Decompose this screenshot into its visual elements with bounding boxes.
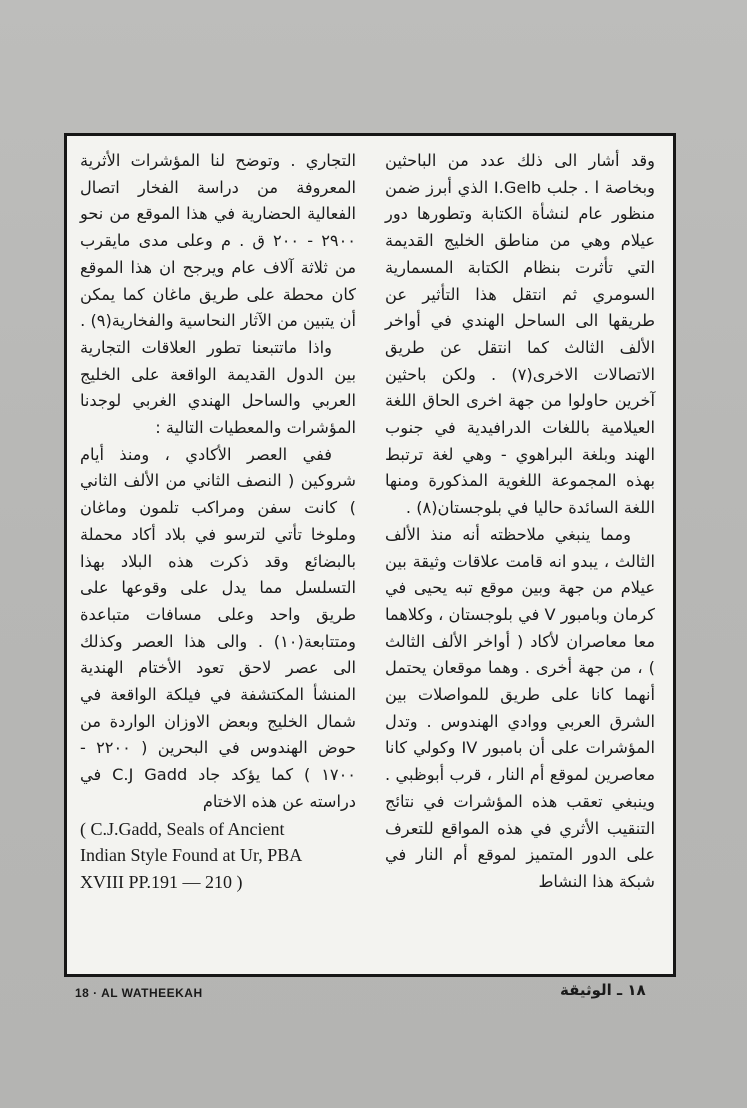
footer-page-label-arabic: ١٨ ـ الوثيقة <box>560 981 646 999</box>
paragraph: ومما ينبغي ملاحظته أنه منذ الألف الثالث ، يبدو انه قامت علاقات وثيقة بين عيلام من جهة وبين موقع تبه يحيى في كرمان وبامبور V في بلوجستان ، وكلاهما معا معاصران لأكاد ( أواخر الألف الثالث ) ، من جهة أخرى . وهما موقعان يحتمل أنهما كانا على طريق للمواصلات بين الشرق العربي ووادي الهندوس . وتدل المؤشرات على أن بامبور IV وكولي كانا معاصرين لموقع أم النار ، قرب أبوظبي . وينبغي تعقب هذه المؤشرات في نتائج التنقيب الأثري في هذه المواقع للتعرف على الدور المتميز لموقع أم النار في شبكة هذا النشاط <box>385 524 655 891</box>
reference-line: ( C.J.Gadd, Seals of Ancient <box>80 818 285 839</box>
article-frame <box>64 133 676 977</box>
reference-line: Indian Style Found at Ur, PBA <box>80 845 303 866</box>
paragraph: ففي العصر الأكادي ، ومنذ أيام شروكين ( النصف الثاني من الألف الثاني ) كانت سفن ومراكب تلمون وماغان وملوخا تأتي لترسو في بلاد أكاد محملة بالبضائع وقد ذكرت هذه البلاد بهذا التسلسل مما يدل على وقوعها على طريق واحد وعلى مسافات متباعدة ومتتابعة(١٠) . والى هذا العصر وكذلك الى عصر لاحق تعود الأختام الهندية المنشأ المكتشفة في فيلكة الواقعة في شمال الخليج وبعض الاوزان الواردة من حوض الهندوس في البحرين ( ٢٢٠٠ - ١٧٠٠ ) كما يؤكد جاد C.J Gadd في دراسته عن هذه الاختام <box>80 444 356 811</box>
reference-citation <box>80 816 356 896</box>
paragraph: وقد أشار الى ذلك عدد من الباحثين وبخاصة ا . جلب I.Gelb الذي أبرز ضمن منظور عام لنشأة الكتابة وتطورها دور عيلام وهي من مناطق الخليج القديمة التي تأثرت بنظام الكتابة المسمارية السومري ثم انتقل هذا التأثير عن طريقها الى الساحل الهندي في أواخر الألف الثالث كما انتقل عن طريق الاتصالات الاخرى(٧) . ولكن باحثين آخرين حاولوا من جهة اخرى الحاق اللغة العيلامية باللغات الدرافيدية في جنوب الهند وبلغة البراهوي - وهي لغة ترتبط بهذه المجموعة اللغوية المذكورة ومنها اللغة السائدة حاليا في بلوجستان(٨) . <box>385 151 655 518</box>
right-column <box>385 148 655 896</box>
paragraph: واذا ماتتبعنا تطور العلاقات التجارية بين الدول القديمة الواقعة على الخليج العربي والساحل الهندي الغربي لوجدنا المؤشرات والمعطيات التالية : <box>80 337 356 438</box>
left-column <box>80 148 356 896</box>
paragraph: التجاري . وتوضح لنا المؤشرات الأثرية المعروفة من دراسة الفخار اتصال الفعالية الحضارية في هذا الموقع من نحو ٢٩٠٠ - ٢٠٠ ق . م وعلى مدى مايقرب من ثلاثة آلاف عام ويرجح ان هذا الموقع كان محطة على طريق ماغان كما يمكن أن يتبين من الآثار النحاسية والفخارية(٩) . <box>80 151 356 331</box>
footer-page-label-latin: 18 · AL WATHEEKAH <box>75 986 203 1000</box>
reference-line: XVIII PP.191 — 210 ) <box>80 871 243 892</box>
